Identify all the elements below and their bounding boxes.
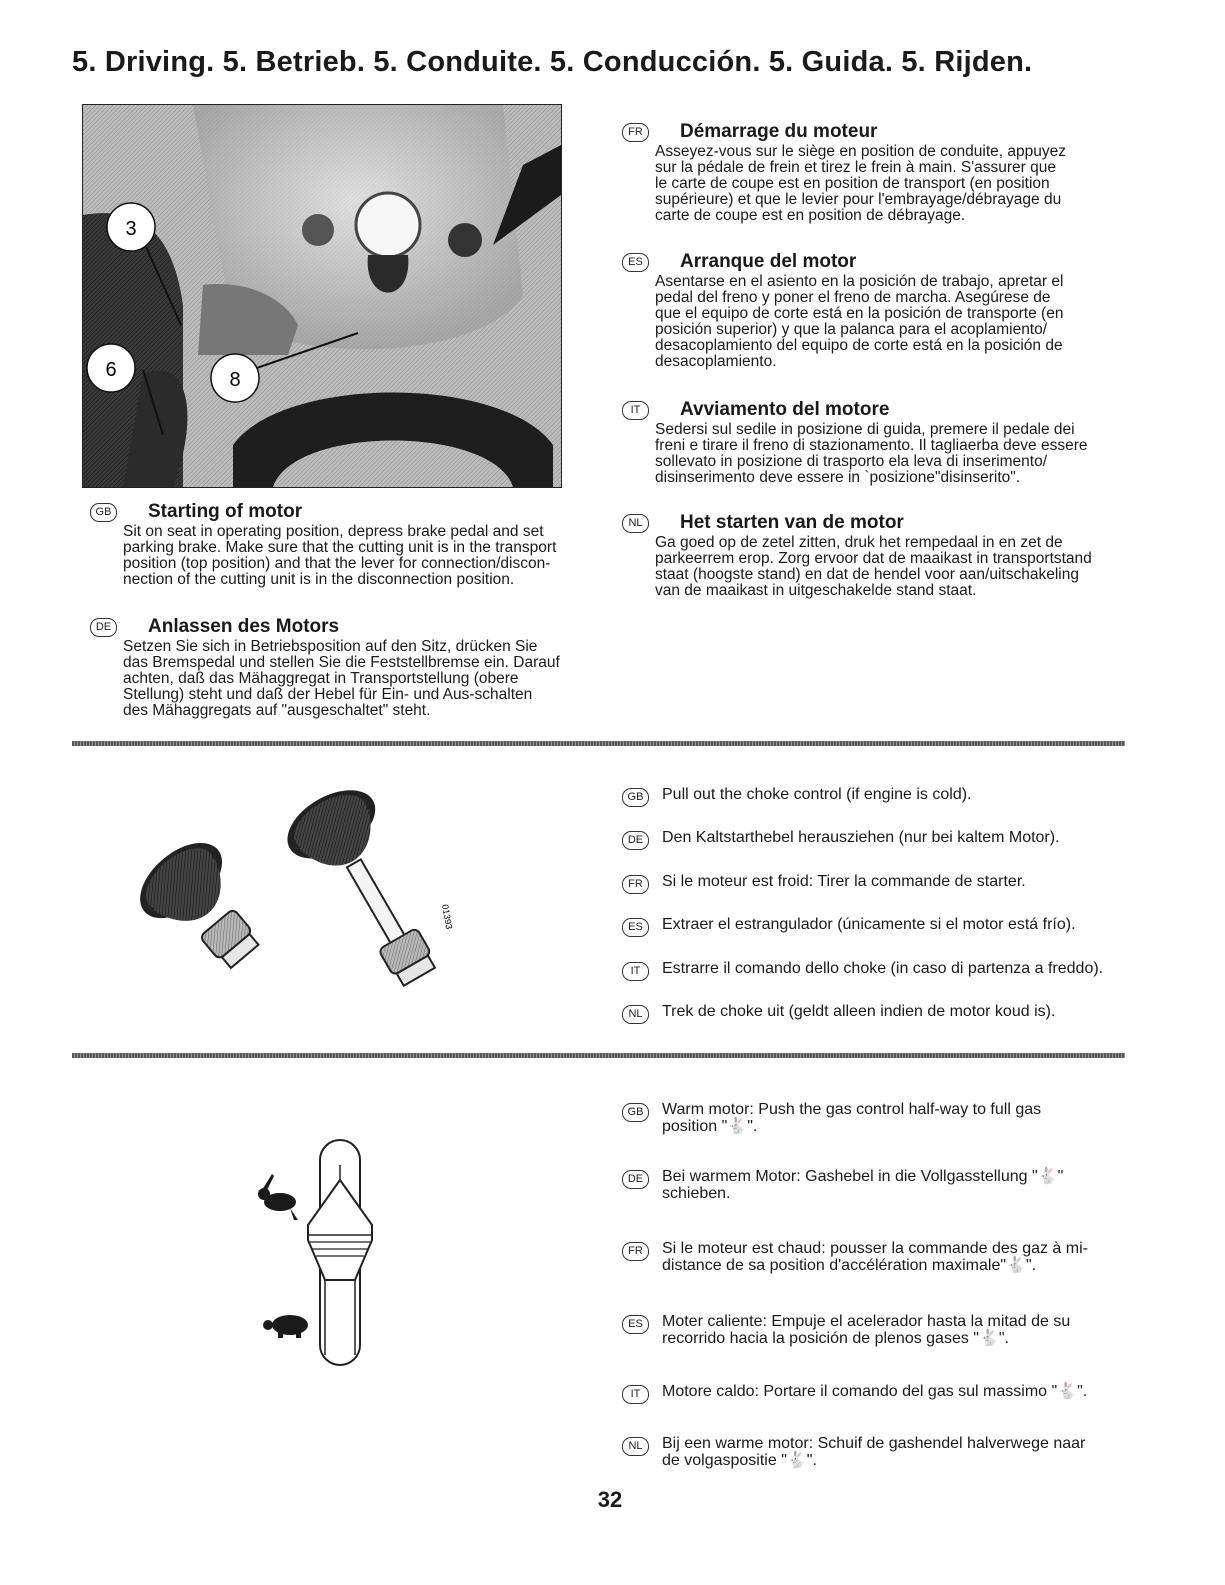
- lang-badge-nl: NL: [622, 514, 649, 533]
- section-divider: [72, 741, 1125, 746]
- instruction-text: Den Kaltstarthebel herausziehen (nur bei kaltem Motor).: [662, 829, 1060, 846]
- instruction-text: Moter caliente: Empuje el acelerador hasta la mitad de su recorrido hacia la posición de plenos gases "🐇".: [662, 1313, 1071, 1347]
- throttle-instruction-fr: [622, 1240, 1132, 1280]
- callout-8: 8: [229, 369, 241, 391]
- lang-badge-nl: NL: [622, 1437, 649, 1456]
- instruction-text: Si le moteur est froid: Tirer la commande de starter.: [662, 873, 1026, 890]
- lang-badge-de: DE: [622, 1170, 649, 1189]
- section-it-starting: [622, 400, 1132, 500]
- section-nl-starting: [622, 513, 1132, 613]
- section-es-starting: [622, 252, 1132, 382]
- lang-badge-fr: FR: [622, 875, 649, 894]
- lang-badge-it: IT: [622, 401, 649, 420]
- throttle-instruction-es: [622, 1313, 1132, 1353]
- callout-6: 6: [105, 359, 117, 381]
- section-title: Arranque del motor: [680, 251, 857, 272]
- throttle-lever-illustration: [250, 1130, 390, 1380]
- section-title: Het starten van de motor: [680, 512, 904, 533]
- choke-instruction-de: [622, 829, 1132, 851]
- choke-knob-illustration: [140, 780, 520, 995]
- throttle-instruction-de: [622, 1168, 1132, 1208]
- section-fr-starting: [622, 122, 1132, 237]
- lang-badge-fr: FR: [622, 123, 649, 142]
- section-body: Asentarse en el asiento en la posición de trabajo, apretar el pedal del freno y poner el freno de marcha. Asegúrese de que el equipo de corte está en la posición de transporte (en posición superior) y que la palanca para el acoplamiento/ desacoplamiento del equipo de corte está en la posición de desacoplamiento.: [655, 273, 1064, 370]
- lang-badge-gb: GB: [622, 1103, 649, 1122]
- section-divider: [72, 1053, 1125, 1058]
- instruction-text: Motore caldo: Portare il comando del gas sul massimo "🐇".: [662, 1383, 1088, 1400]
- dashboard-illustration: [83, 105, 561, 487]
- lang-badge-es: ES: [622, 253, 649, 272]
- section-body: Sedersi sul sedile in posizione di guida, premere il pedale dei freni e tirare il freno di stazionamento. Il tagliaerba deve essere sollevato in posizione di trasporto ela leva di inserimento/ disinserimento deve essere in `posizione"disinserito".: [655, 421, 1088, 486]
- instruction-text: Bei warmem Motor: Gashebel in die Vollgasstellung "🐇" schieben.: [662, 1168, 1064, 1202]
- throttle-instruction-it: [622, 1383, 1132, 1405]
- choke-instruction-nl: [622, 1003, 1132, 1025]
- lang-badge-it: IT: [622, 1385, 649, 1404]
- lang-badge-es: ES: [622, 918, 649, 937]
- section-body: Setzen Sie sich in Betriebsposition auf den Sitz, drücken Sie das Bremspedal und stellen Sie die Feststellbremse ein. Darauf achten, daß das Mähaggregat in Transportstellung (obere Stellung) steht und daß der Hebel für Ein- und Aus-schalten des Mähaggregats auf "ausgeschaltet" steht.: [123, 638, 560, 719]
- choke-instruction-it: [622, 960, 1132, 982]
- instruction-text: Trek de choke uit (geldt alleen indien de motor koud is).: [662, 1003, 1056, 1020]
- section-title: Démarrage du moteur: [680, 121, 878, 142]
- lang-badge-de: DE: [90, 618, 117, 637]
- choke-instruction-es: [622, 916, 1132, 938]
- lang-badge-fr: FR: [622, 1242, 649, 1261]
- choke-figure: [140, 780, 520, 995]
- lang-badge-nl: NL: [622, 1005, 649, 1024]
- instruction-text: Warm motor: Push the gas control half-way to full gas position "🐇".: [662, 1101, 1042, 1135]
- section-body: Asseyez-vous sur le siège en position de conduite, appuyez sur la pédale de frein et tirez le frein à main. S'assurer que le carte de coupe est en position de transport (en position supérieure) et que le levier pour l'embrayage/débrayage du carte de coupe est en position de débrayage.: [655, 143, 1066, 224]
- throttle-instruction-gb: [622, 1101, 1132, 1141]
- section-body: Ga goed op de zetel zitten, druk het rempedaal in en zet de parkeerrem erop. Zorg ervoor dat de maaikast in transportstand staat (hoogste stand) en dat de hendel voor aan/uitschakeling van de maaikast in uitgeschakelde stand staat.: [655, 534, 1092, 599]
- lang-badge-es: ES: [622, 1315, 649, 1334]
- section-body: Sit on seat in operating position, depress brake pedal and set parking brake. Make sure that the cutting unit is in the transport position (top position) and that the lever for connection/discon- nection of the cutting unit is in the disconnection position.: [123, 523, 557, 588]
- lang-badge-it: IT: [622, 962, 649, 981]
- lang-badge-de: DE: [622, 831, 649, 850]
- instruction-text: Bij een warme motor: Schuif de gashendel halverwege naar de volgaspositie "🐇".: [662, 1435, 1086, 1469]
- figure-code: 01393: [440, 903, 455, 930]
- page-number: 32: [597, 1487, 623, 1512]
- throttle-instruction-nl: [622, 1435, 1132, 1475]
- lang-badge-gb: GB: [90, 503, 117, 522]
- section-title: Anlassen des Motors: [148, 616, 340, 637]
- lang-badge-gb: GB: [622, 788, 649, 807]
- instruction-text: Extraer el estrangulador (únicamente si el motor está frío).: [662, 916, 1076, 933]
- choke-instruction-fr: [622, 873, 1132, 895]
- throttle-figure: [250, 1130, 390, 1380]
- turtle-icon: [263, 1315, 308, 1338]
- section-title: Starting of motor: [148, 501, 303, 522]
- instruction-text: Pull out the choke control (if engine is cold).: [662, 786, 972, 803]
- instruction-text: Estrarre il comando dello choke (in caso di partenza a freddo).: [662, 960, 1104, 977]
- section-title: Avviamento del motore: [680, 399, 890, 420]
- page-title: 5. Driving. 5. Betrieb. 5. Conduite. 5. Conducción. 5. Guida. 5. Rijden.: [72, 46, 1033, 78]
- callout-3: 3: [125, 218, 137, 240]
- rabbit-icon: [258, 1174, 298, 1220]
- dashboard-figure: [82, 104, 562, 488]
- instruction-text: Si le moteur est chaud: pousser la commande des gaz à mi- distance de sa position d'accélération maximale"🐇".: [662, 1240, 1088, 1274]
- choke-instruction-gb: [622, 786, 1132, 808]
- section-de-starting: [90, 617, 575, 732]
- section-gb-starting: [90, 502, 575, 602]
